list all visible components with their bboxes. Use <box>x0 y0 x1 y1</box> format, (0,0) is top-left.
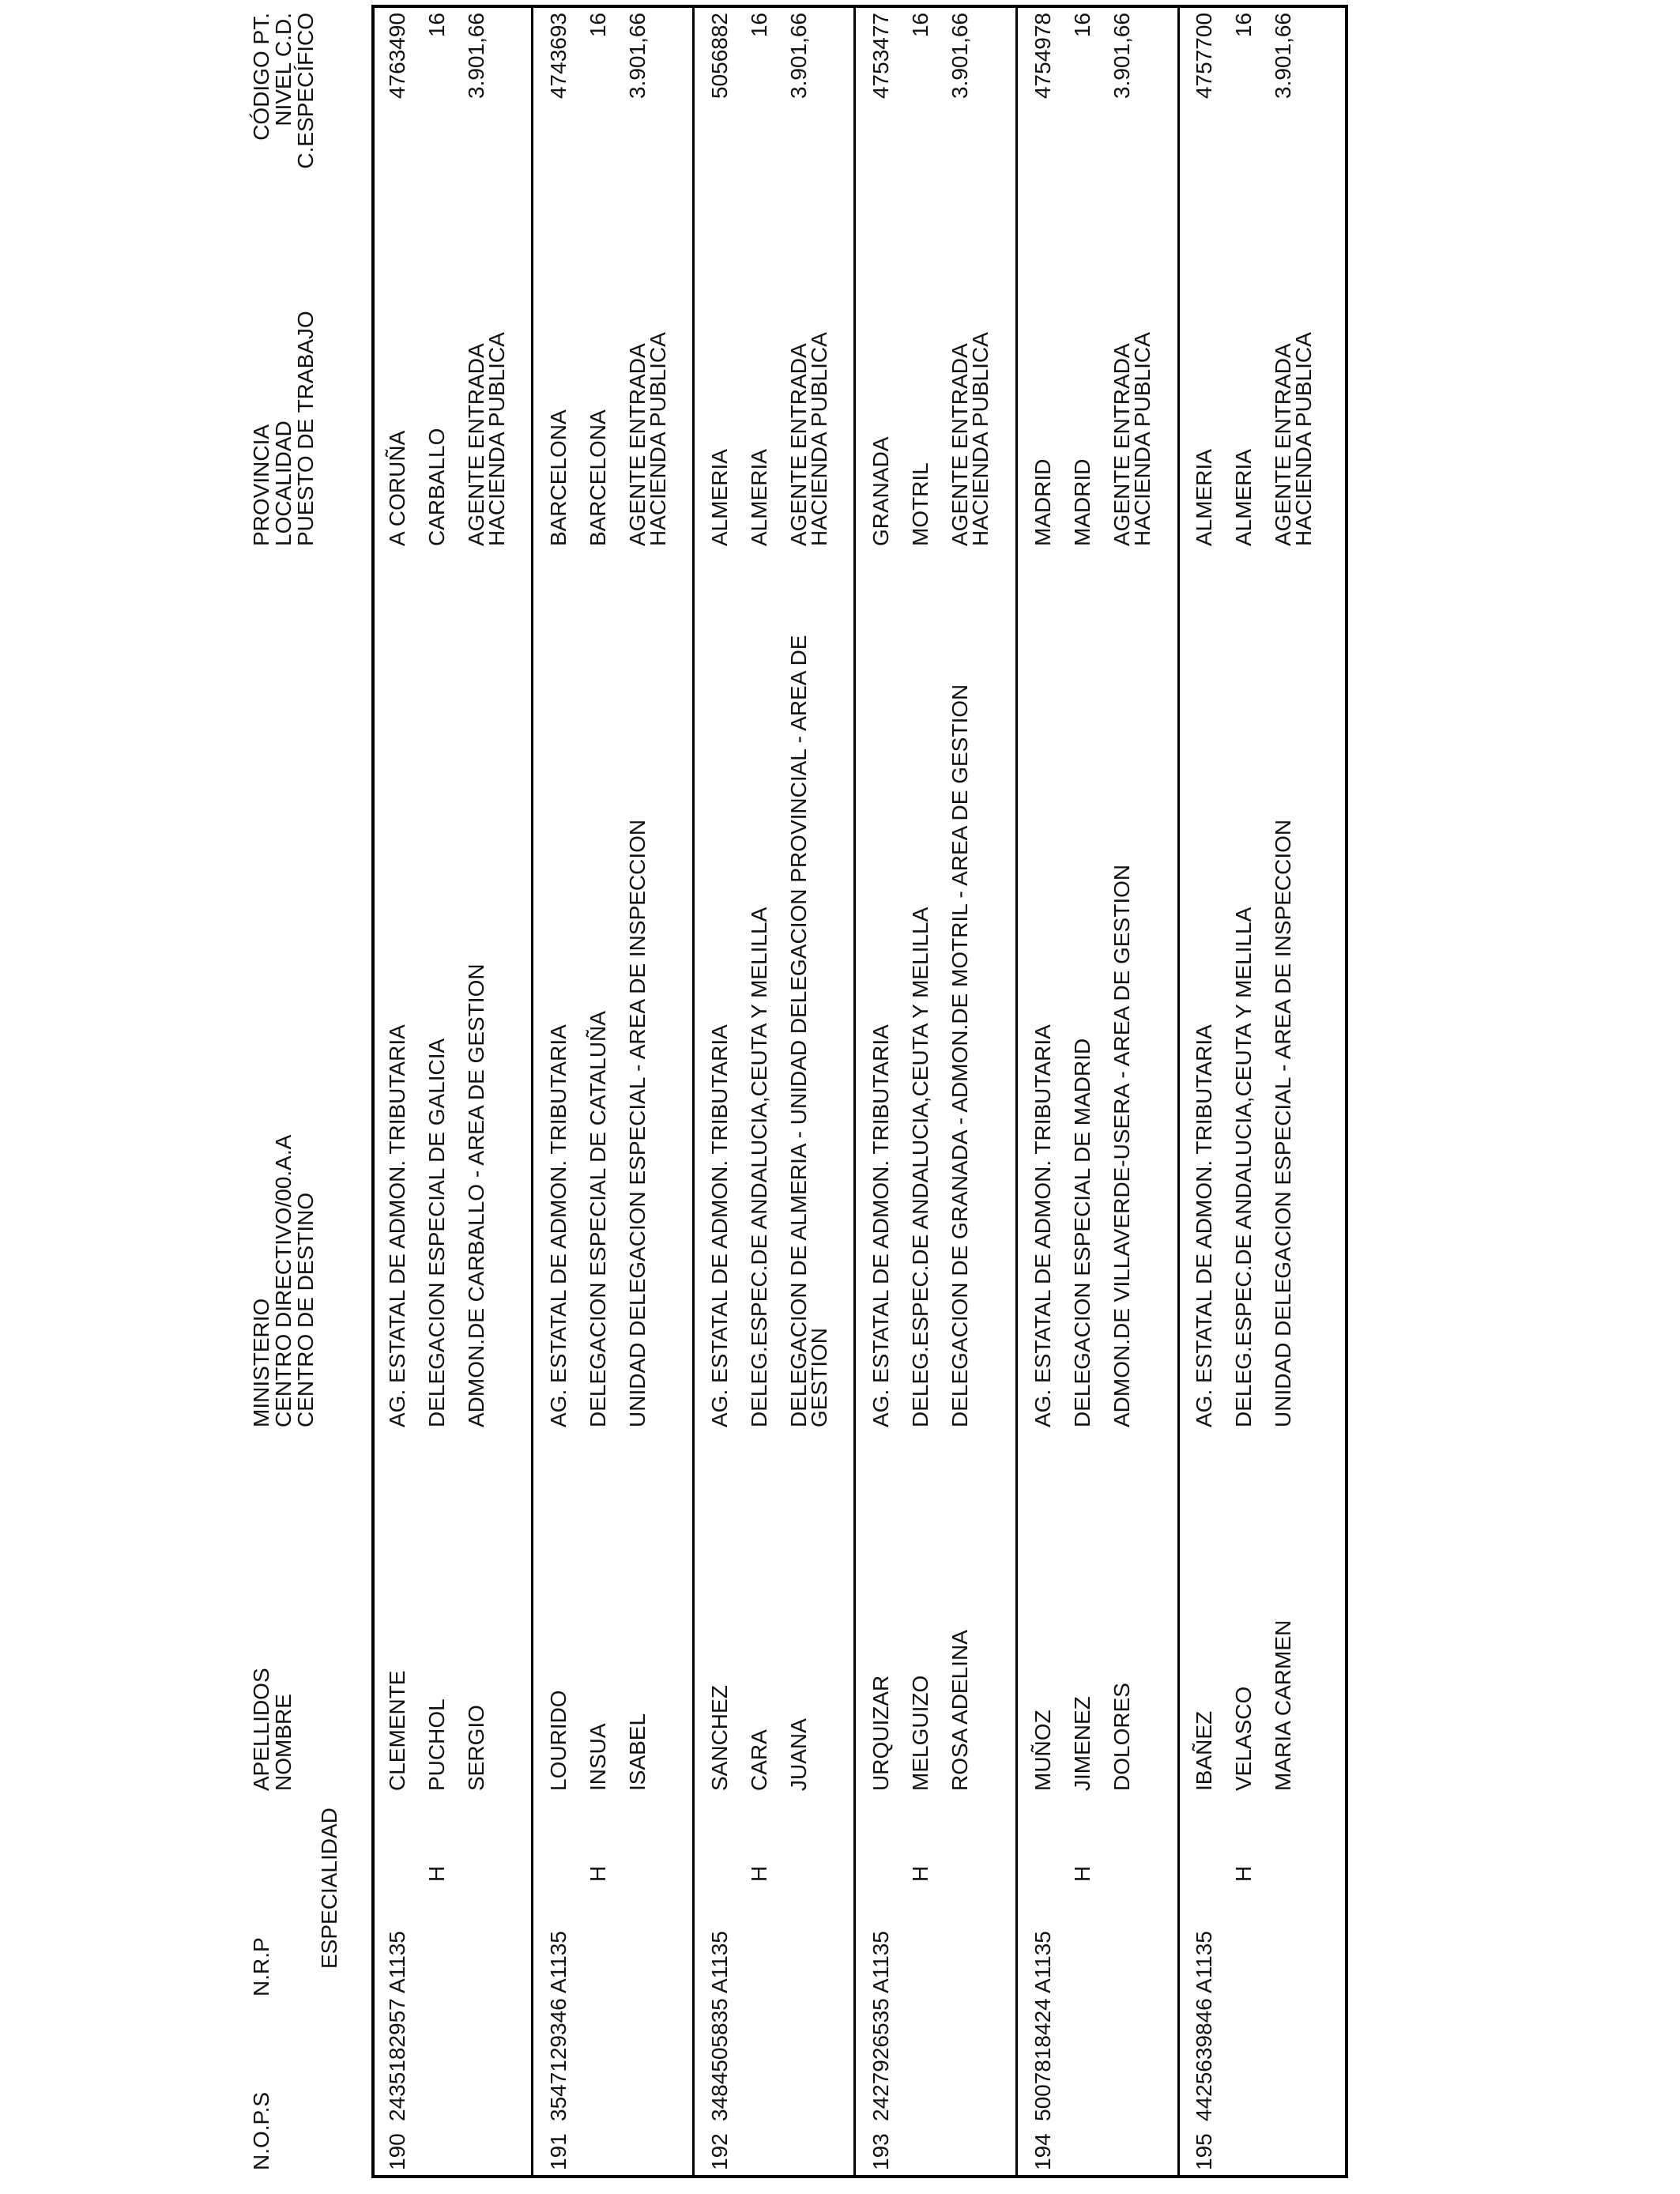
record-centro-directivo: DELEGACION ESPECIAL DE MADRID <box>1070 1038 1094 1427</box>
record-apellido-2: PUCHOL <box>424 1698 449 1791</box>
record-sex: H <box>747 1865 771 1882</box>
record-nivel: 16 <box>586 13 610 38</box>
record-centro-destino: UNIDAD DELEGACION ESPECIAL - AREA DE INSPECCION <box>1271 819 1295 1427</box>
record-codigo: 4757700 <box>1192 13 1216 100</box>
row-separator <box>1015 5 1018 2178</box>
record-codigo: 4763490 <box>385 13 409 100</box>
record-ministerio: AG. ESTATAL DE ADMON. TRIBUTARIA <box>868 1024 893 1427</box>
record-provincia: GRANADA <box>868 436 893 546</box>
record-localidad: MADRID <box>1070 458 1094 546</box>
record-nivel: 16 <box>424 13 449 38</box>
record-especifico: 3.901,66 <box>1109 13 1134 99</box>
record-ministerio: AG. ESTATAL DE ADMON. TRIBUTARIA <box>1030 1024 1055 1427</box>
record-nrp: 2427926535 A1135 <box>868 1931 893 2121</box>
record-centro-directivo: DELEG.ESPEC.DE ANDALUCIA,CEUTA Y MELILLA <box>1231 907 1256 1427</box>
record-nrp: 3547129346 A1135 <box>546 1931 571 2121</box>
record-localidad: ALMERIA <box>747 449 771 546</box>
record-especifico: 3.901,66 <box>1271 13 1295 99</box>
record-nops: 193 <box>868 2133 893 2170</box>
record-nivel: 16 <box>1070 13 1094 38</box>
header-ministerio: MINISTERIO <box>249 1298 273 1427</box>
record-apellido-2: JIMENEZ <box>1070 1696 1094 1791</box>
record-apellido-2: MELGUIZO <box>908 1675 932 1791</box>
row-separator <box>853 5 856 2178</box>
header-centro-destino: CENTRO DE DESTINO <box>293 1192 318 1427</box>
record-centro-destino: UNIDAD DELEGACION ESPECIAL - AREA DE INSPECCION <box>625 819 650 1427</box>
record-provincia: BARCELONA <box>546 409 571 546</box>
record-puesto: AGENTE ENTRADA HACIENDA PUBLICA <box>464 332 509 546</box>
record-centro-directivo: DELEG.ESPEC.DE ANDALUCIA,CEUTA Y MELILLA <box>747 907 771 1427</box>
record-nops: 191 <box>546 2133 571 2170</box>
header-provincia: PROVINCIA <box>249 424 273 546</box>
record-localidad: MOTRIL <box>908 462 932 546</box>
header-localidad: LOCALIDAD <box>271 420 296 546</box>
record-nops: 195 <box>1192 2133 1216 2170</box>
record-especifico: 3.901,66 <box>625 13 650 99</box>
record-centro-directivo: DELEGACION ESPECIAL DE CATALUÑA <box>586 1011 610 1427</box>
record-puesto: AGENTE ENTRADA HACIENDA PUBLICA <box>786 332 831 546</box>
record-nivel: 16 <box>1231 13 1256 38</box>
record-apellido-1: SANCHEZ <box>707 1685 732 1791</box>
header-puesto: PUESTO DE TRABAJO <box>293 311 318 546</box>
record-sex: H <box>1070 1865 1094 1882</box>
record-provincia: MADRID <box>1030 458 1055 546</box>
record-puesto: AGENTE ENTRADA HACIENDA PUBLICA <box>1271 332 1316 546</box>
record-apellido-2: CARA <box>747 1729 771 1791</box>
record-provincia: ALMERIA <box>707 449 732 546</box>
record-nivel: 16 <box>747 13 771 38</box>
record-puesto: AGENTE ENTRADA HACIENDA PUBLICA <box>1109 332 1155 546</box>
record-nombre: ROSA ADELINA <box>947 1630 972 1791</box>
record-nrp: 3484505835 A1135 <box>707 1931 732 2121</box>
header-codigo: CÓDIGO PT. <box>249 13 273 141</box>
record-ministerio: AG. ESTATAL DE ADMON. TRIBUTARIA <box>707 1024 732 1427</box>
record-sex: H <box>908 1865 932 1882</box>
record-localidad: ALMERIA <box>1231 449 1256 546</box>
record-codigo: 5056882 <box>707 13 732 100</box>
record-centro-destino: DELEGACION DE GRANADA - ADMON.DE MOTRIL - AREA DE GESTION <box>947 684 972 1427</box>
record-sex: H <box>424 1865 449 1882</box>
record-especifico: 3.901,66 <box>947 13 972 99</box>
record-provincia: A CORUÑA <box>385 430 409 546</box>
row-separator <box>692 5 695 2178</box>
record-nombre: SERGIO <box>464 1705 488 1791</box>
row-separator <box>531 5 533 2178</box>
record-puesto: AGENTE ENTRADA HACIENDA PUBLICA <box>625 332 670 546</box>
record-ministerio: AG. ESTATAL DE ADMON. TRIBUTARIA <box>1192 1024 1216 1427</box>
record-apellido-2: INSUA <box>586 1723 610 1791</box>
header-apellidos: APELLIDOS <box>249 1668 273 1791</box>
record-especifico: 3.901,66 <box>786 13 811 99</box>
row-separator <box>1177 5 1180 2178</box>
record-localidad: CARBALLO <box>424 428 449 546</box>
header-nops: N.O.P.S <box>249 2091 273 2170</box>
header-nrp: N.R.P <box>249 1937 273 1996</box>
record-nrp: 4425639846 A1135 <box>1192 1931 1216 2121</box>
record-nivel: 16 <box>908 13 932 38</box>
record-centro-destino: DELEGACION DE ALMERIA - UNIDAD DELEGACION PROVINCIAL - AREA DE GESTION <box>786 635 831 1427</box>
record-localidad: BARCELONA <box>586 409 610 546</box>
record-apellido-1: LOURIDO <box>546 1690 571 1791</box>
record-nombre: MARIA CARMEN <box>1271 1619 1295 1791</box>
record-nops: 192 <box>707 2133 732 2170</box>
record-apellido-1: MUÑOZ <box>1030 1710 1055 1791</box>
record-especifico: 3.901,66 <box>464 13 488 99</box>
record-nrp: 2435182957 A1135 <box>385 1931 409 2121</box>
record-provincia: ALMERIA <box>1192 449 1216 546</box>
record-apellido-2: VELASCO <box>1231 1686 1256 1791</box>
record-nops: 190 <box>385 2133 409 2170</box>
record-codigo: 4753477 <box>868 13 893 100</box>
record-ministerio: AG. ESTATAL DE ADMON. TRIBUTARIA <box>546 1024 571 1427</box>
record-apellido-1: IBAÑEZ <box>1192 1710 1216 1791</box>
record-nrp: 5007818424 A1135 <box>1030 1931 1055 2121</box>
record-ministerio: AG. ESTATAL DE ADMON. TRIBUTARIA <box>385 1024 409 1427</box>
record-sex: H <box>1231 1865 1256 1882</box>
record-nombre: DOLORES <box>1109 1683 1134 1791</box>
record-centro-directivo: DELEG.ESPEC.DE ANDALUCIA,CEUTA Y MELILLA <box>908 907 932 1427</box>
record-puesto: AGENTE ENTRADA HACIENDA PUBLICA <box>947 332 993 546</box>
record-centro-directivo: DELEGACION ESPECIAL DE GALICIA <box>424 1038 449 1427</box>
record-apellido-1: CLEMENTE <box>385 1670 409 1791</box>
header-nivel: NIVEL C.D. <box>271 13 296 126</box>
record-codigo: 4743693 <box>546 13 571 100</box>
header-especifico: C.ESPECÍFICO <box>293 13 318 169</box>
record-nops: 194 <box>1030 2133 1055 2170</box>
record-centro-destino: ADMON.DE CARBALLO - AREA DE GESTION <box>464 963 488 1427</box>
record-nombre: JUANA <box>786 1718 811 1791</box>
header-especialidad: ESPECIALIDAD <box>317 1808 341 1969</box>
record-apellido-1: URQUIZAR <box>868 1675 893 1791</box>
header-nombre: NOMBRE <box>271 1694 296 1791</box>
record-sex: H <box>586 1865 610 1882</box>
record-codigo: 4754978 <box>1030 13 1055 100</box>
record-nombre: ISABEL <box>625 1713 650 1791</box>
header-centro-directivo: CENTRO DIRECTIVO/00.A.A <box>271 1134 296 1427</box>
record-centro-destino: ADMON.DE VILLAVERDE-USERA - AREA DE GESTION <box>1109 864 1134 1427</box>
